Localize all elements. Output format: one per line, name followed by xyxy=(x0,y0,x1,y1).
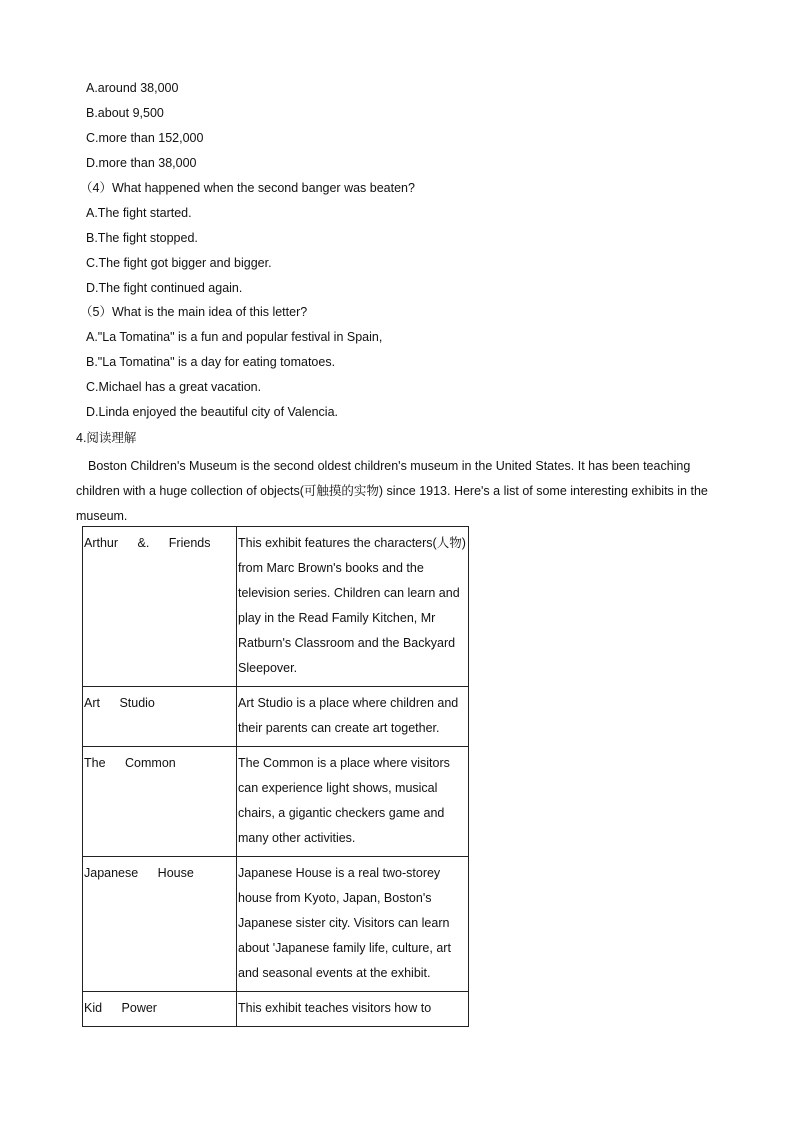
table-row xyxy=(83,687,469,747)
table-row xyxy=(83,527,469,687)
exhibit-name-cell xyxy=(83,527,237,687)
q5-option-a: A."La Tomatina" is a fun and popular festival in Spain, xyxy=(86,330,383,344)
table-row xyxy=(83,747,469,857)
section-title: 4.阅读理解 xyxy=(76,431,137,445)
exhibit-name-cell xyxy=(83,747,237,857)
q4-question: （4）What happened when the second banger was beaten? xyxy=(80,181,415,195)
q5-option-d: D.Linda enjoyed the beautiful city of Valencia. xyxy=(86,405,339,419)
q3-option-a: A.around 38,000 xyxy=(86,81,179,95)
exhibit-description: Japanese House is a real two-storey house from Kyoto, Japan, Boston's Japanese sister city. Visitors can learn about 'Japanese family life, culture, art and seasonal events at the exhibit. xyxy=(237,857,469,992)
q3-option-b: B.about 9,500 xyxy=(86,106,164,120)
exhibit-description: The Common is a place where visitors can experience light shows, musical chairs, a gigantic checkers game and many other activities. xyxy=(237,747,469,857)
exhibit-name: Arthur &. Friends xyxy=(84,536,211,550)
exhibit-name-cell xyxy=(83,992,237,1027)
q4-option-c: C.The fight got bigger and bigger. xyxy=(86,256,272,270)
q3-option-d: D.more than 38,000 xyxy=(86,156,197,170)
exhibit-name-cell xyxy=(83,687,237,747)
q5-question: （5）What is the main idea of this letter? xyxy=(80,305,308,319)
reading-passage: Boston Children's Museum is the second oldest children's museum in the United States. It has been teaching children with a huge collection of objects(可触摸的实物) since 1913. Here's a list of some interesting exhibits in the museum. xyxy=(76,459,708,523)
q5-option-b: B."La Tomatina" is a day for eating tomatoes. xyxy=(86,355,336,369)
exhibits-table xyxy=(82,526,469,1027)
exhibit-description: Art Studio is a place where children and their parents can create art together. xyxy=(237,687,469,747)
q4-option-b: B.The fight stopped. xyxy=(86,231,198,245)
exhibit-description: This exhibit features the characters(人物) from Marc Brown's books and the television series. Children can learn and play in the Read Family Kitchen, Mr Ratburn's Classroom and the Backyard Sleepover. xyxy=(237,527,469,687)
q4-option-d: D.The fight continued again. xyxy=(86,281,243,295)
table-row xyxy=(83,992,469,1027)
q4-option-a: A.The fight started. xyxy=(86,206,192,220)
exhibit-name: Art Studio xyxy=(84,696,155,710)
exhibit-name: Kid Power xyxy=(84,1001,157,1015)
exhibit-name-cell xyxy=(83,857,237,992)
q5-option-c: C.Michael has a great vacation. xyxy=(86,380,262,394)
exhibit-description: This exhibit teaches visitors how to xyxy=(237,992,469,1027)
exhibit-name: Japanese House xyxy=(84,866,194,880)
q3-option-c: C.more than 152,000 xyxy=(86,131,204,145)
exhibit-name: The Common xyxy=(84,756,176,770)
table-row xyxy=(83,857,469,992)
